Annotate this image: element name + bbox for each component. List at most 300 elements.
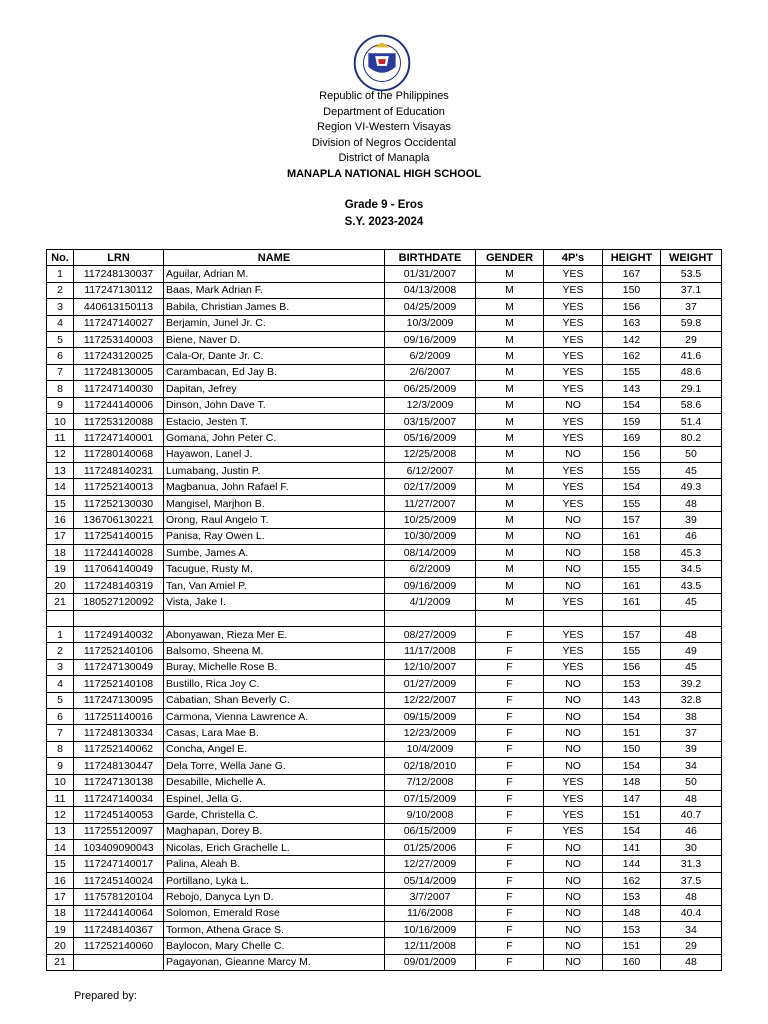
- col-header-height: HEIGHT: [603, 250, 661, 266]
- cell-weight: 50: [661, 446, 722, 462]
- cell-4ps: YES: [544, 413, 603, 429]
- cell-lrn: 117248130447: [74, 758, 164, 774]
- cell-birthdate: 10/4/2009: [385, 741, 476, 757]
- cell-birthdate: 11/6/2008: [385, 905, 476, 921]
- table-row: [47, 397, 722, 413]
- cell-lrn: 117252140060: [74, 938, 164, 954]
- header-line: District of Manapla: [338, 152, 430, 164]
- table-row: [47, 299, 722, 315]
- table-row: [47, 331, 722, 347]
- cell-weight: 48: [661, 790, 722, 806]
- cell-4ps: NO: [544, 905, 603, 921]
- table-row: [47, 479, 722, 495]
- cell-weight: 49.3: [661, 479, 722, 495]
- cell-birthdate: 12/22/2007: [385, 692, 476, 708]
- cell-birthdate: 12/3/2009: [385, 397, 476, 413]
- cell-no: 12: [47, 807, 74, 823]
- cell-gender: F: [476, 692, 544, 708]
- cell-weight: 58.6: [661, 397, 722, 413]
- cell-name: Balsomo, Sheena M.: [164, 643, 385, 659]
- cell-weight: 29.1: [661, 381, 722, 397]
- cell-birthdate: 12/27/2009: [385, 856, 476, 872]
- table-header-row: [47, 250, 722, 266]
- table-row: [47, 594, 722, 610]
- table-row: [47, 725, 722, 741]
- cell-name: Dinson, John Dave T.: [164, 397, 385, 413]
- cell-birthdate: 12/11/2008: [385, 938, 476, 954]
- cell-weight: 37: [661, 725, 722, 741]
- cell-weight: 48: [661, 889, 722, 905]
- spacer-row: [47, 610, 722, 626]
- table-row: [47, 430, 722, 446]
- cell-birthdate: 11/27/2007: [385, 495, 476, 511]
- cell-lrn: 117251140016: [74, 708, 164, 724]
- col-header-4ps: 4P's: [544, 250, 603, 266]
- cell-lrn: 117245140024: [74, 872, 164, 888]
- table-row: [47, 856, 722, 872]
- table-row: [47, 266, 722, 282]
- cell-name: Babila, Christian James B.: [164, 299, 385, 315]
- cell-4ps: YES: [544, 315, 603, 331]
- cell-birthdate: 01/27/2009: [385, 676, 476, 692]
- cell-height: 154: [603, 758, 661, 774]
- cell-gender: M: [476, 577, 544, 593]
- cell-name: Baylocon, Mary Chelle C.: [164, 938, 385, 954]
- cell-no: 10: [47, 413, 74, 429]
- cell-birthdate: 09/16/2009: [385, 331, 476, 347]
- cell-gender: M: [476, 561, 544, 577]
- cell-no: 9: [47, 758, 74, 774]
- cell-4ps: NO: [544, 528, 603, 544]
- cell-birthdate: 09/15/2009: [385, 708, 476, 724]
- cell-no: 2: [47, 282, 74, 298]
- header-line: Region VI-Western Visayas: [316, 121, 452, 133]
- cell-weight: 45.3: [661, 545, 722, 561]
- table-row: [47, 577, 722, 593]
- cell-weight: 37.1: [661, 282, 722, 298]
- cell-weight: 48.6: [661, 364, 722, 380]
- cell-4ps: YES: [544, 348, 603, 364]
- cell-4ps: YES: [544, 807, 603, 823]
- cell-4ps: NO: [544, 872, 603, 888]
- cell-height: 141: [603, 840, 661, 856]
- cell-lrn: 117245140053: [74, 807, 164, 823]
- cell-no: 12: [47, 446, 74, 462]
- cell-4ps: NO: [544, 889, 603, 905]
- table-row: [47, 807, 722, 823]
- cell-gender: F: [476, 626, 544, 642]
- cell-4ps: NO: [544, 561, 603, 577]
- cell-birthdate: 09/16/2009: [385, 577, 476, 593]
- cell-birthdate: 12/23/2009: [385, 725, 476, 741]
- table-row: [47, 922, 722, 938]
- cell-height: 169: [603, 430, 661, 446]
- cell-4ps: YES: [544, 659, 603, 675]
- cell-name: Gomana, John Peter C.: [164, 430, 385, 446]
- cell-weight: 37.5: [661, 872, 722, 888]
- cell-name: Cala-Or, Dante Jr. C.: [164, 348, 385, 364]
- cell-weight: 34: [661, 758, 722, 774]
- cell-gender: F: [476, 643, 544, 659]
- table-row: [47, 708, 722, 724]
- col-header-birthdate: BIRTHDATE: [385, 250, 476, 266]
- cell-weight: 43.5: [661, 577, 722, 593]
- cell-weight: 29: [661, 331, 722, 347]
- table-row: [47, 512, 722, 528]
- cell-no: 19: [47, 561, 74, 577]
- cell-gender: M: [476, 528, 544, 544]
- cell-birthdate: 05/14/2009: [385, 872, 476, 888]
- cell-no: 11: [47, 430, 74, 446]
- cell-lrn: 103409090043: [74, 840, 164, 856]
- cell-birthdate: 08/14/2009: [385, 545, 476, 561]
- cell-weight: 40.4: [661, 905, 722, 921]
- cell-lrn: 117280140068: [74, 446, 164, 462]
- cell-4ps: YES: [544, 266, 603, 282]
- cell-height: 143: [603, 692, 661, 708]
- cell-name: Biene, Naver D.: [164, 331, 385, 347]
- cell-no: 5: [47, 331, 74, 347]
- cell-height: 148: [603, 774, 661, 790]
- cell-name: Magbanua, John Rafael F.: [164, 479, 385, 495]
- cell-name: Garde, Christella C.: [164, 807, 385, 823]
- cell-4ps: NO: [544, 741, 603, 757]
- cell-gender: F: [476, 905, 544, 921]
- table-row: [47, 872, 722, 888]
- cell-height: 156: [603, 446, 661, 462]
- header-line: Republic of the Philippines: [319, 90, 449, 102]
- school-year: S.Y. 2023-2024: [344, 216, 424, 228]
- cell-birthdate: 10/3/2009: [385, 315, 476, 331]
- table-row: [47, 938, 722, 954]
- cell-name: Cabatian, Shan Beverly C.: [164, 692, 385, 708]
- cell-lrn: [74, 954, 164, 970]
- cell-no: 18: [47, 905, 74, 921]
- male-students-group: [47, 266, 722, 610]
- cell-no: 15: [47, 495, 74, 511]
- cell-gender: F: [476, 856, 544, 872]
- cell-gender: M: [476, 446, 544, 462]
- cell-weight: 39: [661, 512, 722, 528]
- cell-name: Vista, Jake I.: [164, 594, 385, 610]
- table-row: [47, 692, 722, 708]
- cell-no: 8: [47, 741, 74, 757]
- cell-weight: 51.4: [661, 413, 722, 429]
- female-students-group: [47, 626, 722, 970]
- school-name: MANAPLA NATIONAL HIGH SCHOOL: [286, 167, 482, 180]
- table-row: [47, 528, 722, 544]
- col-header-no: No.: [47, 250, 74, 266]
- cell-no: 20: [47, 577, 74, 593]
- cell-no: 1: [47, 266, 74, 282]
- cell-weight: 45: [661, 463, 722, 479]
- cell-4ps: NO: [544, 758, 603, 774]
- cell-name: Bustillo, Rica Joy C.: [164, 676, 385, 692]
- table-row: [47, 758, 722, 774]
- cell-name: Rebojo, Danyca Lyn D.: [164, 889, 385, 905]
- cell-lrn: 117248140367: [74, 922, 164, 938]
- table-row: [47, 463, 722, 479]
- cell-name: Buray, Michelle Rose B.: [164, 659, 385, 675]
- cell-4ps: YES: [544, 774, 603, 790]
- cell-4ps: YES: [544, 495, 603, 511]
- cell-birthdate: 01/31/2007: [385, 266, 476, 282]
- cell-name: Berjamin, Junel Jr. C.: [164, 315, 385, 331]
- cell-height: 161: [603, 577, 661, 593]
- cell-lrn: 117247140034: [74, 790, 164, 806]
- cell-weight: 34: [661, 922, 722, 938]
- cell-birthdate: 04/25/2009: [385, 299, 476, 315]
- cell-height: 155: [603, 364, 661, 380]
- cell-4ps: YES: [544, 364, 603, 380]
- cell-no: 19: [47, 922, 74, 938]
- cell-no: 4: [47, 315, 74, 331]
- cell-name: Tormon, Athena Grace S.: [164, 922, 385, 938]
- cell-gender: M: [476, 413, 544, 429]
- cell-lrn: 117248130334: [74, 725, 164, 741]
- cell-no: 17: [47, 889, 74, 905]
- cell-birthdate: 4/1/2009: [385, 594, 476, 610]
- table-row: [47, 545, 722, 561]
- table-row: [47, 774, 722, 790]
- col-header-weight: WEIGHT: [661, 250, 722, 266]
- cell-weight: 53.5: [661, 266, 722, 282]
- cell-height: 167: [603, 266, 661, 282]
- cell-gender: F: [476, 676, 544, 692]
- table-row: [47, 954, 722, 970]
- cell-4ps: YES: [544, 381, 603, 397]
- cell-no: 8: [47, 381, 74, 397]
- cell-height: 156: [603, 299, 661, 315]
- cell-no: 6: [47, 708, 74, 724]
- cell-weight: 29: [661, 938, 722, 954]
- section-name: Grade 9 - Eros: [344, 199, 424, 211]
- cell-name: Desabille, Michelle A.: [164, 774, 385, 790]
- cell-name: Solomon, Emerald Rose: [164, 905, 385, 921]
- cell-height: 150: [603, 741, 661, 757]
- cell-weight: 50: [661, 774, 722, 790]
- cell-gender: F: [476, 889, 544, 905]
- cell-birthdate: 10/30/2009: [385, 528, 476, 544]
- cell-no: 13: [47, 463, 74, 479]
- cell-gender: F: [476, 758, 544, 774]
- cell-gender: M: [476, 381, 544, 397]
- col-header-name: NAME: [164, 250, 385, 266]
- cell-lrn: 117254140015: [74, 528, 164, 544]
- cell-4ps: YES: [544, 479, 603, 495]
- cell-4ps: NO: [544, 512, 603, 528]
- cell-gender: F: [476, 741, 544, 757]
- cell-lrn: 440613150113: [74, 299, 164, 315]
- cell-4ps: YES: [544, 430, 603, 446]
- cell-lrn: 136706130221: [74, 512, 164, 528]
- cell-4ps: YES: [544, 299, 603, 315]
- cell-lrn: 117247130049: [74, 659, 164, 675]
- cell-no: 21: [47, 594, 74, 610]
- cell-name: Tan, Van Amiel P.: [164, 577, 385, 593]
- cell-4ps: NO: [544, 676, 603, 692]
- cell-4ps: NO: [544, 840, 603, 856]
- cell-height: 151: [603, 725, 661, 741]
- cell-height: 160: [603, 954, 661, 970]
- cell-4ps: NO: [544, 692, 603, 708]
- cell-4ps: YES: [544, 643, 603, 659]
- cell-4ps: NO: [544, 938, 603, 954]
- cell-lrn: 117247140027: [74, 315, 164, 331]
- cell-height: 162: [603, 348, 661, 364]
- cell-gender: M: [476, 364, 544, 380]
- cell-gender: F: [476, 922, 544, 938]
- cell-4ps: NO: [544, 577, 603, 593]
- cell-no: 14: [47, 840, 74, 856]
- cell-name: Hayawon, Lanel J.: [164, 446, 385, 462]
- cell-lrn: 117247140030: [74, 381, 164, 397]
- cell-height: 155: [603, 561, 661, 577]
- cell-lrn: 117247130138: [74, 774, 164, 790]
- cell-height: 154: [603, 823, 661, 839]
- cell-4ps: NO: [544, 954, 603, 970]
- table-row: [47, 495, 722, 511]
- cell-4ps: NO: [544, 725, 603, 741]
- cell-weight: 45: [661, 659, 722, 675]
- deped-seal-logo: [343, 33, 421, 93]
- cell-4ps: NO: [544, 708, 603, 724]
- cell-lrn: 117244140006: [74, 397, 164, 413]
- table-row: [47, 676, 722, 692]
- cell-name: Dapitan, Jefrey: [164, 381, 385, 397]
- cell-lrn: 117252140013: [74, 479, 164, 495]
- cell-no: 3: [47, 659, 74, 675]
- cell-weight: 32.8: [661, 692, 722, 708]
- cell-no: 16: [47, 872, 74, 888]
- cell-gender: F: [476, 659, 544, 675]
- cell-birthdate: 6/2/2009: [385, 348, 476, 364]
- cell-birthdate: 03/15/2007: [385, 413, 476, 429]
- cell-height: 153: [603, 676, 661, 692]
- cell-gender: M: [476, 331, 544, 347]
- table-row: [47, 659, 722, 675]
- cell-birthdate: 08/27/2009: [385, 626, 476, 642]
- cell-weight: 41.6: [661, 348, 722, 364]
- cell-weight: 46: [661, 823, 722, 839]
- cell-birthdate: 04/13/2008: [385, 282, 476, 298]
- table-row: [47, 626, 722, 642]
- cell-weight: 39.2: [661, 676, 722, 692]
- cell-weight: 34.5: [661, 561, 722, 577]
- cell-4ps: NO: [544, 397, 603, 413]
- group-spacer: [47, 610, 722, 626]
- cell-4ps: YES: [544, 823, 603, 839]
- cell-height: 153: [603, 922, 661, 938]
- cell-height: 161: [603, 528, 661, 544]
- cell-4ps: YES: [544, 790, 603, 806]
- cell-weight: 31.3: [661, 856, 722, 872]
- table-row: [47, 823, 722, 839]
- cell-weight: 38: [661, 708, 722, 724]
- table-row: [47, 381, 722, 397]
- cell-weight: 48: [661, 495, 722, 511]
- cell-height: 155: [603, 463, 661, 479]
- cell-no: 10: [47, 774, 74, 790]
- col-header-gender: GENDER: [476, 250, 544, 266]
- cell-lrn: 117253120088: [74, 413, 164, 429]
- cell-name: Pagayonan, Gieanne Marcy M.: [164, 954, 385, 970]
- cell-gender: M: [476, 512, 544, 528]
- cell-gender: M: [476, 594, 544, 610]
- table-row: [47, 905, 722, 921]
- table-row: [47, 364, 722, 380]
- col-header-lrn: LRN: [74, 250, 164, 266]
- cell-height: 163: [603, 315, 661, 331]
- cell-weight: 59.8: [661, 315, 722, 331]
- cell-lrn: 117247140001: [74, 430, 164, 446]
- cell-birthdate: 12/25/2008: [385, 446, 476, 462]
- cell-lrn: 117247130095: [74, 692, 164, 708]
- cell-no: 2: [47, 643, 74, 659]
- cell-lrn: 117249140032: [74, 626, 164, 642]
- cell-birthdate: 05/16/2009: [385, 430, 476, 446]
- cell-name: Aguilar, Adrian M.: [164, 266, 385, 282]
- cell-weight: 30: [661, 840, 722, 856]
- cell-lrn: 117578120104: [74, 889, 164, 905]
- cell-no: 3: [47, 299, 74, 315]
- cell-height: 147: [603, 790, 661, 806]
- cell-name: Baas, Mark Adrian F.: [164, 282, 385, 298]
- cell-name: Casas, Lara Mae B.: [164, 725, 385, 741]
- cell-no: 15: [47, 856, 74, 872]
- cell-lrn: 117255120097: [74, 823, 164, 839]
- cell-lrn: 117253140003: [74, 331, 164, 347]
- cell-gender: F: [476, 872, 544, 888]
- table-row: [47, 561, 722, 577]
- cell-weight: 48: [661, 954, 722, 970]
- cell-gender: M: [476, 495, 544, 511]
- cell-height: 157: [603, 626, 661, 642]
- cell-name: Lumabang, Justin P.: [164, 463, 385, 479]
- cell-gender: F: [476, 954, 544, 970]
- cell-gender: M: [476, 479, 544, 495]
- cell-lrn: 117243120025: [74, 348, 164, 364]
- cell-4ps: NO: [544, 922, 603, 938]
- cell-height: 155: [603, 495, 661, 511]
- cell-height: 157: [603, 512, 661, 528]
- cell-height: 159: [603, 413, 661, 429]
- table-row: [47, 348, 722, 364]
- cell-gender: F: [476, 807, 544, 823]
- cell-no: 9: [47, 397, 74, 413]
- cell-lrn: 117248130037: [74, 266, 164, 282]
- table-row: [47, 446, 722, 462]
- cell-height: 162: [603, 872, 661, 888]
- cell-name: Tacugue, Rusty M.: [164, 561, 385, 577]
- cell-name: Portillano, Lyka L.: [164, 872, 385, 888]
- cell-weight: 37: [661, 299, 722, 315]
- cell-weight: 46: [661, 528, 722, 544]
- cell-name: Nicolas, Erich Grachelle L.: [164, 840, 385, 856]
- cell-height: 158: [603, 545, 661, 561]
- cell-gender: M: [476, 282, 544, 298]
- cell-birthdate: 06/15/2009: [385, 823, 476, 839]
- cell-birthdate: 02/18/2010: [385, 758, 476, 774]
- header-line: Department of Education: [323, 105, 445, 118]
- cell-gender: F: [476, 708, 544, 724]
- cell-name: Panisa, Ray Owen L.: [164, 528, 385, 544]
- cell-height: 151: [603, 807, 661, 823]
- cell-gender: F: [476, 938, 544, 954]
- cell-lrn: 117244140064: [74, 905, 164, 921]
- cell-height: 142: [603, 331, 661, 347]
- header-line: Division of Negros Occidental: [311, 136, 457, 149]
